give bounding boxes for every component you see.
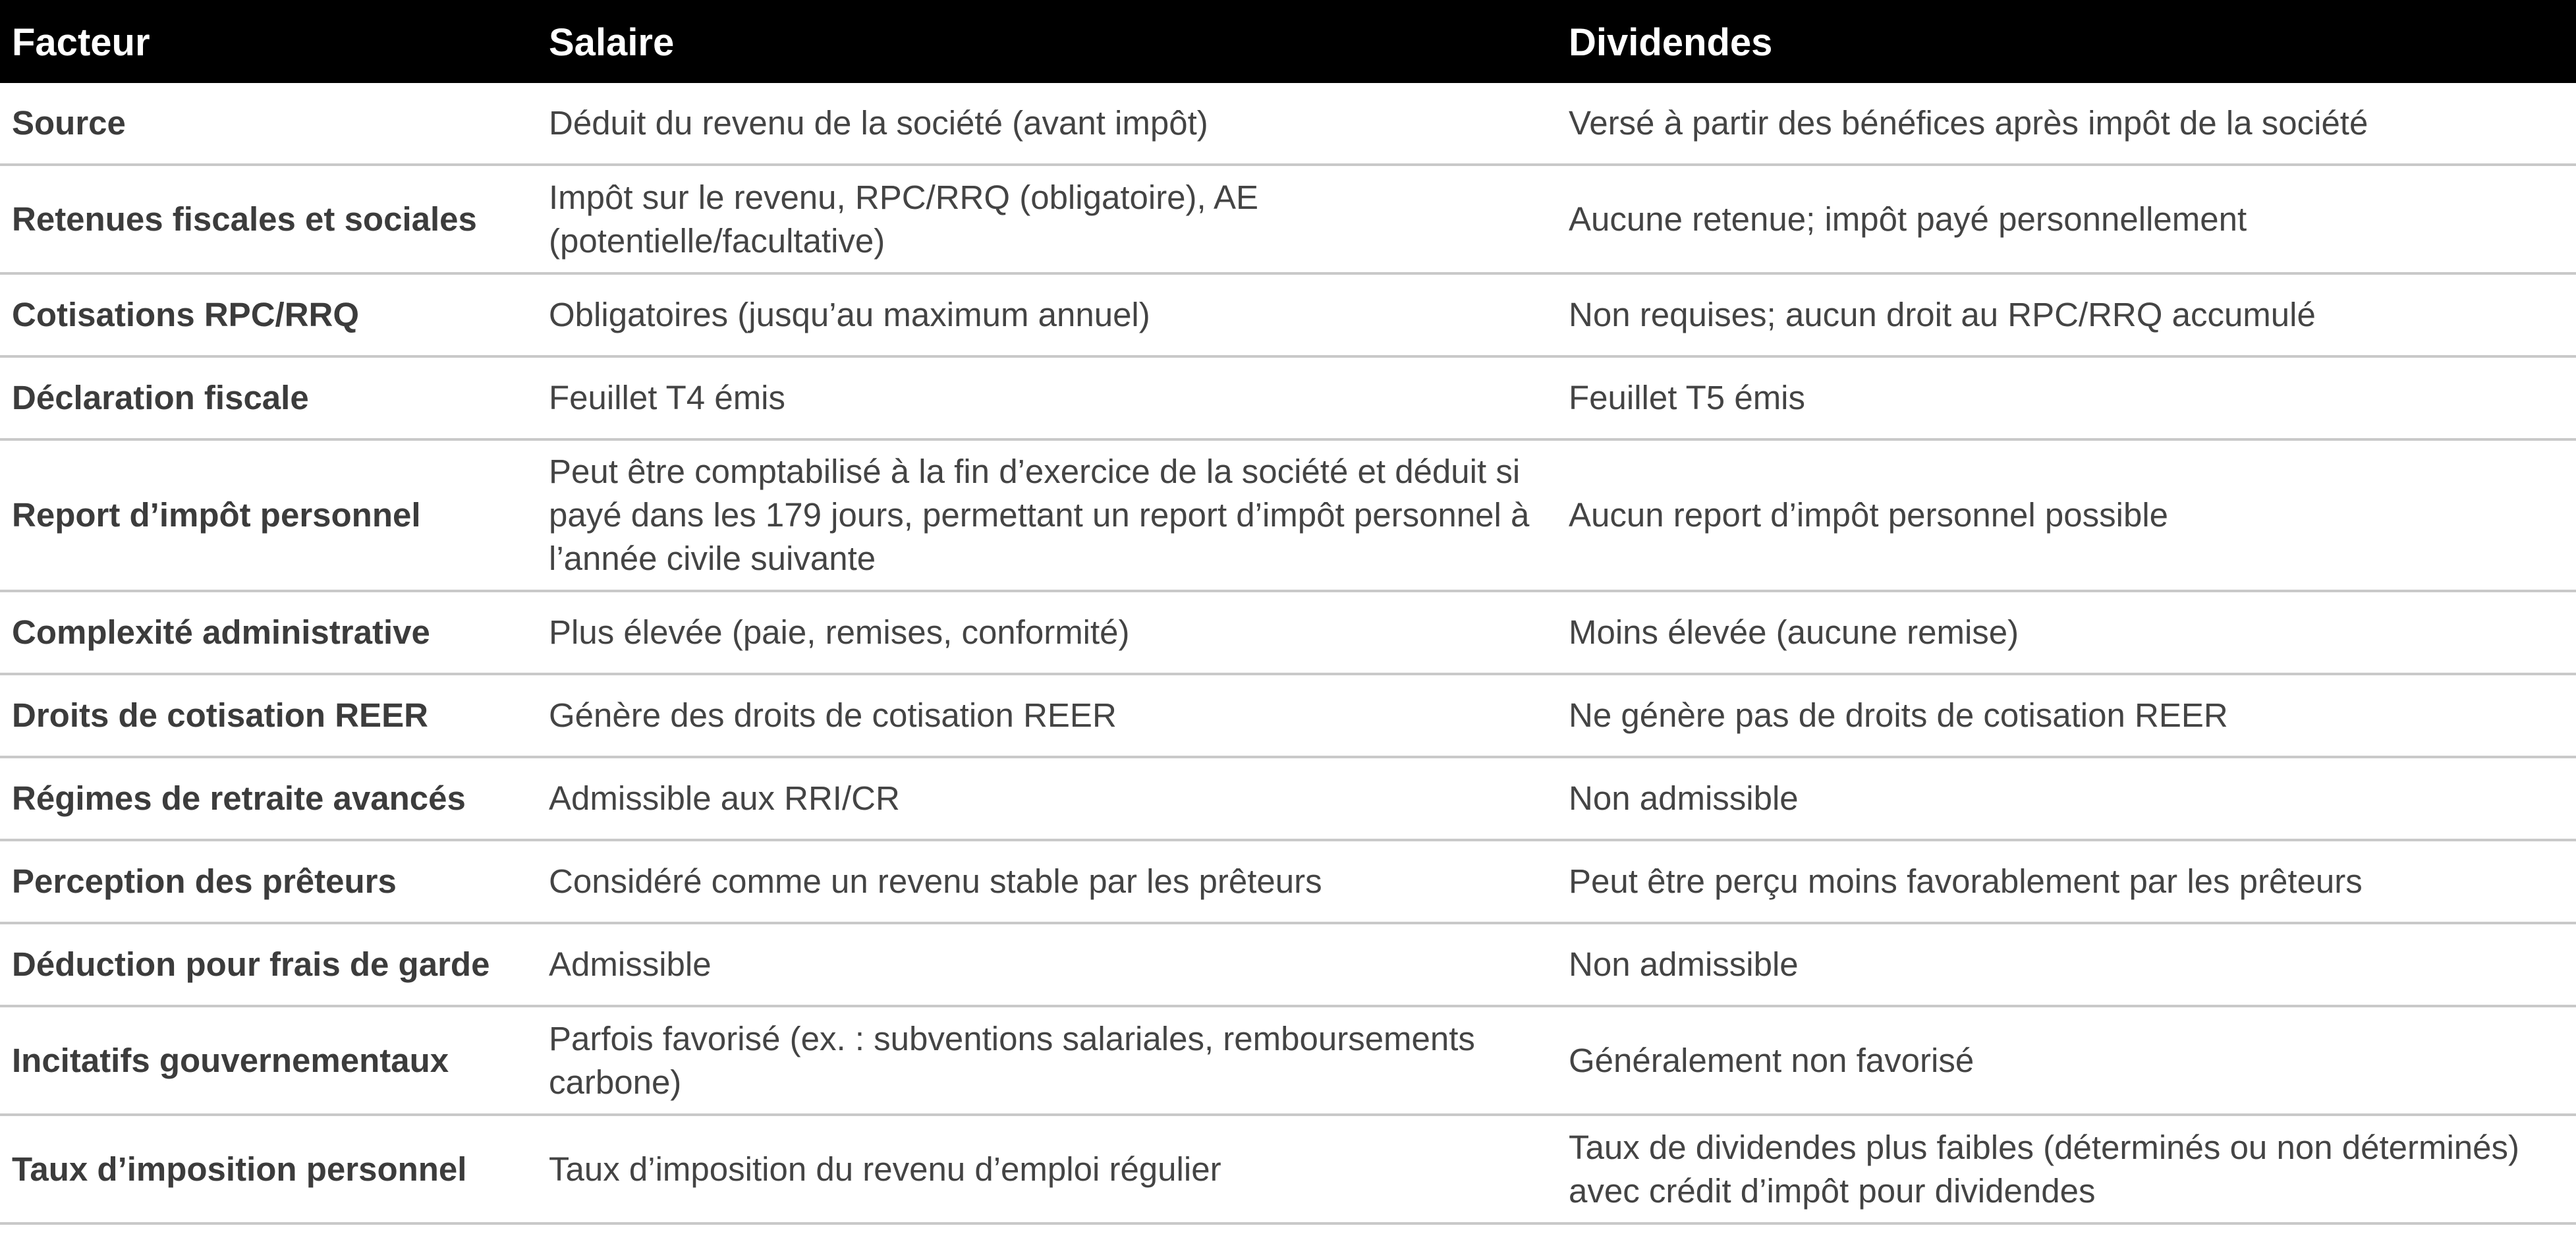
table-header-row: [0, 0, 2576, 83]
table-row: [0, 275, 2576, 358]
table-row: [0, 675, 2576, 758]
salary-cell: Déduit du revenu de la société (avant impôt): [549, 104, 1208, 142]
factor-cell: Déclaration fiscale: [12, 379, 309, 416]
dividends-cell: Versé à partir des bénéfices après impôt de la société: [1569, 104, 2368, 142]
table-row: [0, 592, 2576, 675]
dividends-cell: Aucune retenue; impôt payé personnellement: [1569, 200, 2247, 238]
table-row: [0, 924, 2576, 1007]
salary-cell: Plus élevée (paie, remises, conformité): [549, 613, 1130, 651]
table-row: [0, 841, 2576, 924]
factor-cell: Cotisations RPC/RRQ: [12, 296, 360, 333]
factor-cell: Retenues fiscales et sociales: [12, 200, 477, 238]
table-row: [0, 83, 2576, 166]
dividends-cell: Non admissible: [1569, 945, 1799, 983]
dividends-cell: Non admissible: [1569, 779, 1799, 817]
factor-cell: Source: [12, 104, 126, 142]
salary-cell: Admissible aux RRI/CR: [549, 779, 900, 817]
dividends-cell: Généralement non favorisé: [1569, 1041, 1974, 1079]
dividends-cell: Peut être perçu moins favorablement par les prêteurs: [1569, 862, 2363, 900]
salary-cell: Obligatoires (jusqu’au maximum annuel): [549, 296, 1150, 333]
salary-cell: Parfois favorisé (ex. : subventions salariales, remboursements carbone): [549, 1019, 1475, 1101]
table-row: [0, 758, 2576, 841]
salary-cell: Admissible: [549, 945, 712, 983]
dividends-cell: Ne génère pas de droits de cotisation REER: [1569, 696, 2228, 734]
table-row: [0, 358, 2576, 441]
salary-cell: Peut être comptabilisé à la fin d’exercice de la société et déduit si payé dans les 179 jours, permettant un report d’impôt personnel à l’année civile suivante: [549, 453, 1530, 577]
salary-cell: Taux d’imposition du revenu d’emploi régulier: [549, 1150, 1221, 1188]
factor-cell: Régimes de retraite avancés: [12, 779, 466, 817]
table-row: [0, 1116, 2576, 1225]
factor-cell: Déduction pour frais de garde: [12, 945, 490, 983]
factor-cell: Perception des prêteurs: [12, 862, 397, 900]
table-row: [0, 441, 2576, 592]
salary-cell: Génère des droits de cotisation REER: [549, 696, 1117, 734]
header-salary: Salaire: [549, 21, 675, 64]
dividends-cell: Moins élevée (aucune remise): [1569, 613, 2019, 651]
header-factor: Facteur: [12, 21, 150, 64]
factor-cell: Taux d’imposition personnel: [12, 1150, 467, 1188]
factor-cell: Complexité administrative: [12, 613, 430, 651]
salary-cell: Feuillet T4 émis: [549, 379, 786, 416]
dividends-cell: Aucun report d’impôt personnel possible: [1569, 496, 2169, 534]
dividends-cell: Feuillet T5 émis: [1569, 379, 1806, 416]
salary-cell: Impôt sur le revenu, RPC/RRQ (obligatoire), AE (potentielle/facultative): [549, 178, 1259, 260]
dividends-cell: Non requises; aucun droit au RPC/RRQ accumulé: [1569, 296, 2316, 333]
factor-cell: Droits de cotisation REER: [12, 696, 428, 734]
salary-cell: Considéré comme un revenu stable par les prêteurs: [549, 862, 1322, 900]
dividends-cell: Taux de dividendes plus faibles (déterminés ou non déterminés) avec crédit d’impôt pour dividendes: [1569, 1128, 2519, 1210]
factor-cell: Incitatifs gouvernementaux: [12, 1041, 449, 1079]
table-row: [0, 1007, 2576, 1116]
table-row: [0, 166, 2576, 275]
header-dividends: Dividendes: [1569, 21, 1773, 64]
factor-cell: Report d’impôt personnel: [12, 496, 421, 534]
